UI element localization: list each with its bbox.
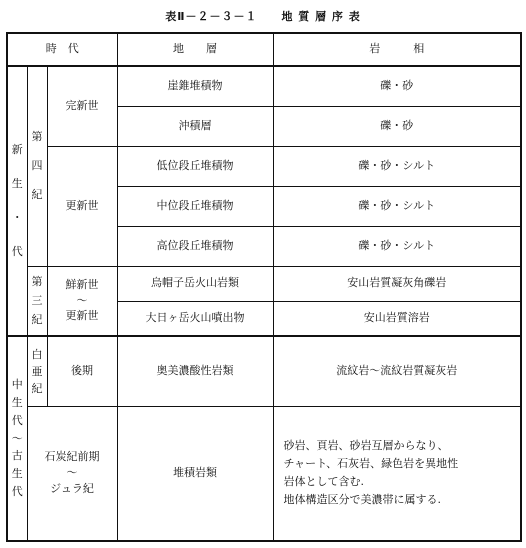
era-char: 新 — [11, 142, 23, 156]
lithology-cell: 礫・砂・シルト — [273, 146, 521, 186]
period-line: 石炭紀前期 — [44, 450, 100, 464]
formation-cell: 烏帽子岳火山岩類 — [117, 266, 273, 301]
period-char: 紀 — [31, 313, 43, 327]
lithology-cell: 礫・砂・シルト — [273, 226, 521, 266]
lithology-line: チャート、石灰岩、緑色岩を異地性 — [283, 457, 459, 471]
header-jidai: 時 代 — [7, 33, 117, 66]
period-char: 白 — [31, 347, 43, 361]
lithology-cell: 礫・砂 — [273, 66, 521, 106]
era-char: 生 — [11, 176, 23, 190]
formation-cell: 奥美濃酸性岩類 — [117, 336, 273, 406]
era-char: 代 — [11, 245, 23, 259]
period-char: 紀 — [31, 187, 43, 201]
era-meso-paleozoic — [7, 336, 27, 541]
lithology-cell: 礫・砂・シルト — [273, 186, 521, 226]
table-caption: 表Ⅱ－２－３－１ 地 質 層 序 表 — [165, 10, 361, 23]
formation-cell: 低位段丘堆積物 — [117, 146, 273, 186]
lithology-cell: 礫・砂 — [273, 106, 521, 146]
epoch-line: 鮮新世 — [65, 278, 99, 292]
formation-cell: 堆積岩類 — [117, 406, 273, 541]
formation-cell: 大日ヶ岳火山噴出物 — [117, 301, 273, 336]
period-char: 亜 — [31, 364, 43, 378]
era-char: 古 — [11, 449, 23, 463]
period-char: 紀 — [31, 381, 43, 395]
period-char: 四 — [31, 158, 43, 172]
table-row — [7, 66, 521, 106]
lithology-cell: 安山岩質凝灰角礫岩 — [273, 266, 521, 301]
lithology-line: 砂岩、頁岩、砂岩互層からなり、 — [283, 438, 449, 452]
header-chiso: 地 層 — [117, 33, 273, 66]
table-row — [7, 146, 521, 186]
era-char: ・ — [11, 211, 23, 224]
lithology-line: 地体構造区分で美濃帯に属する. — [283, 493, 441, 507]
period-char: 三 — [31, 294, 43, 308]
era-char: 中 — [11, 378, 23, 392]
era-char: 代 — [11, 413, 23, 427]
lithology-line: 岩体として含む. — [283, 475, 364, 489]
epoch-pleistocene: 更新世 — [47, 146, 117, 266]
table-row — [7, 406, 521, 541]
period-char: 第 — [31, 274, 43, 288]
era-char: 代 — [11, 485, 23, 499]
lithology-cell: 安山岩質溶岩 — [273, 301, 521, 336]
era-char: 生 — [11, 467, 23, 481]
period-carbon-jurassic — [27, 406, 117, 541]
lithology-cell: 流紋岩～流紋岩質凝灰岩 — [273, 336, 521, 406]
period-line: ジュラ紀 — [50, 481, 94, 495]
formation-cell: 高位段丘堆積物 — [117, 226, 273, 266]
epoch-late: 後期 — [47, 336, 117, 406]
period-line: ～ — [66, 465, 78, 479]
era-char: 生 — [11, 395, 23, 409]
table-row — [7, 336, 521, 406]
era-cenozoic — [7, 66, 27, 336]
lithology-cell-sedimentary — [273, 406, 521, 541]
formation-cell: 中位段丘堆積物 — [117, 186, 273, 226]
epoch-holocene: 完新世 — [47, 66, 117, 146]
table-row — [7, 266, 521, 301]
era-char: ～ — [11, 431, 23, 445]
header-ganso: 岩 相 — [273, 33, 521, 66]
epoch-line: ～ — [76, 293, 88, 307]
epoch-pliocene-pleistocene — [47, 266, 117, 336]
formation-cell: 崖錐堆積物 — [117, 66, 273, 106]
period-quaternary — [27, 66, 47, 266]
header-row — [7, 33, 521, 66]
period-cretaceous — [27, 336, 47, 406]
epoch-line: 更新世 — [65, 308, 99, 322]
period-tertiary — [27, 266, 47, 336]
period-char: 第 — [31, 130, 43, 144]
stratigraphy-table — [6, 32, 522, 542]
formation-cell: 沖積層 — [117, 106, 273, 146]
